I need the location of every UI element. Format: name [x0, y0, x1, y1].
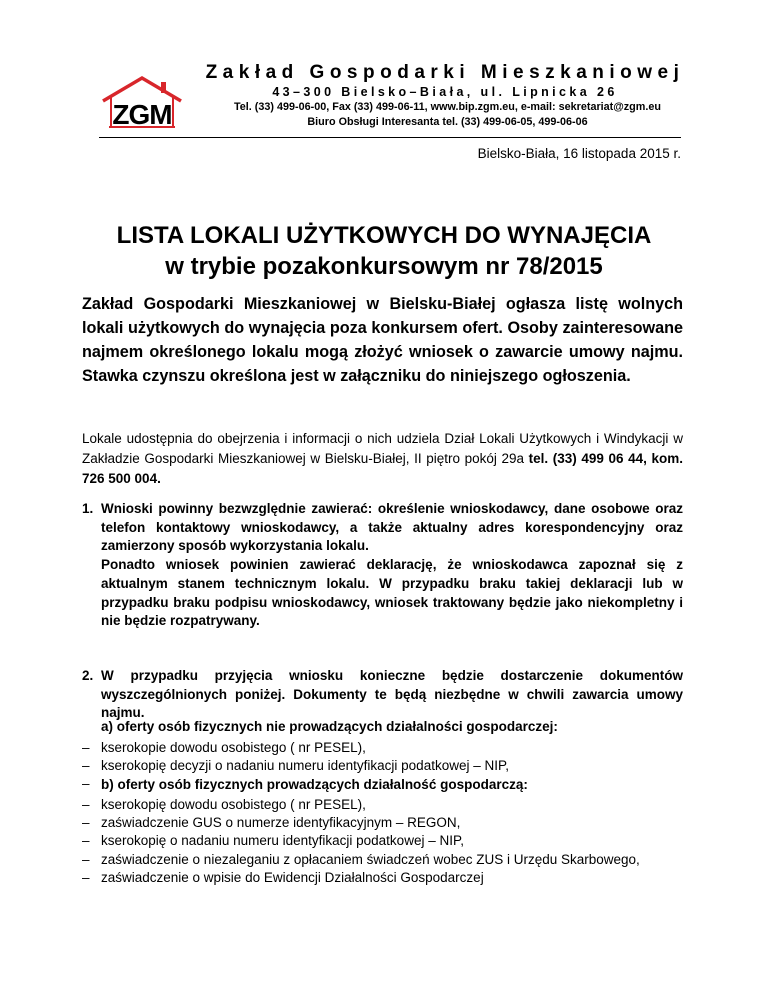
numbered-item	[82, 500, 683, 631]
title-line-2: w trybie pozakonkursowym nr 78/2015	[165, 253, 603, 280]
list-item: – kserokopię decyzji o nadaniu numeru identyfikacji podatkowej – NIP,	[82, 758, 509, 774]
info-phone: tel. (33) 499 06 44, kom. 726 500 004.	[82, 451, 683, 486]
list-item: – kserokopię dowodu osobistego ( nr PESEL),	[82, 797, 366, 812]
org-address: 43–300 Bielsko–Biała, ul. Lipnicka 26	[272, 85, 618, 99]
document-date: Bielsko-Biała, 16 listopada 2015 r.	[477, 146, 681, 161]
svg-text:ZGM: ZGM	[112, 99, 172, 130]
section-b-heading: b) oferty osób fizycznych prowadzących działalność gospodarczą:	[101, 777, 528, 792]
item-number: 1.	[82, 501, 94, 516]
info-paragraph	[82, 429, 683, 489]
item-paragraph: Wnioski powinny bezwzględnie zawierać: określenie wnioskodawcy, dane osobowe oraz telefon kontaktowy wnioskodawcy, a także aktualny adres korespondencyjny oraz zamierzony sposób wykorzystania lokalu.	[101, 501, 683, 554]
list-item: – zaświadczenie o wpisie do Ewidencji Działalności Gospodarczej	[82, 869, 484, 885]
header-divider	[99, 137, 681, 138]
list-item: –	[82, 776, 90, 792]
numbered-item	[82, 667, 683, 723]
item-number: 2.	[82, 668, 94, 683]
list-item: – zaświadczenie GUS o numerze identyfikacyjnym – REGON,	[82, 815, 461, 831]
item-paragraph: W przypadku przyjęcia wniosku konieczne będzie dostarczenie dokumentów wyszczególnionych poniżej. Dokumenty te będą niezbędne w chwili zawarcia umowy najmu.	[101, 668, 683, 721]
org-office: Biuro Obsługi Interesanta tel. (33) 499-06-05, 499-06-06	[307, 116, 588, 128]
title-line-1: LISTA LOKALI UŻYTKOWYCH DO WYNAJĘCIA	[116, 222, 652, 249]
list-item: – kserokopie dowodu osobistego ( nr PESEL),	[82, 740, 366, 755]
org-contact: Tel. (33) 499-06-00, Fax (33) 499-06-11, www.bip.zgm.eu, e-mail: sekretariat@zgm.eu	[234, 101, 661, 113]
item-paragraph: Ponadto wniosek powinien zawierać deklarację, że wnioskodawca zapoznał się z aktualnym stanem technicznym lokalu. W przypadku braku takiej deklaracji lub w przypadku braku podpisu wnioskodawcy, wniosek traktowany będzie jako niekompletny i nie będzie rozpatrywany.	[101, 557, 683, 629]
section-a-heading: a) oferty osób fizycznych nie prowadzących działalności gospodarczej:	[101, 719, 558, 734]
section-b-list	[82, 796, 683, 887]
info-text: Lokale udostępnia do obejrzenia i informacji o nich udziela Dział Lokali Użytkowych i Windykacji w Zakładzie Gospodarki Mieszkaniowej w Bielsku-Białej, II piętro pokój 29a	[82, 431, 683, 466]
list-item: – kserokopię o nadaniu numeru identyfikacji podatkowej – NIP,	[82, 833, 464, 849]
list-item: – zaświadczenie o niezaleganiu z opłacaniem świadczeń wobec ZUS i Urzędu Skarbowego,	[82, 851, 640, 867]
intro-paragraph: Zakład Gospodarki Mieszkaniowej w Bielsku-Białej ogłasza listę wolnych lokali użytkowych do wynajęcia poza konkursem ofert. Osoby zainteresowane najmem określonego lokalu mogą złożyć wniosek o zawarcie umowy najmu. Stawka czynszu określona jest w załączniku do niniejszego ogłoszenia.	[82, 295, 683, 385]
document-title	[60, 220, 708, 282]
org-name: Zakład Gospodarki Mieszkaniowej	[205, 62, 685, 83]
zgm-logo	[99, 75, 185, 131]
